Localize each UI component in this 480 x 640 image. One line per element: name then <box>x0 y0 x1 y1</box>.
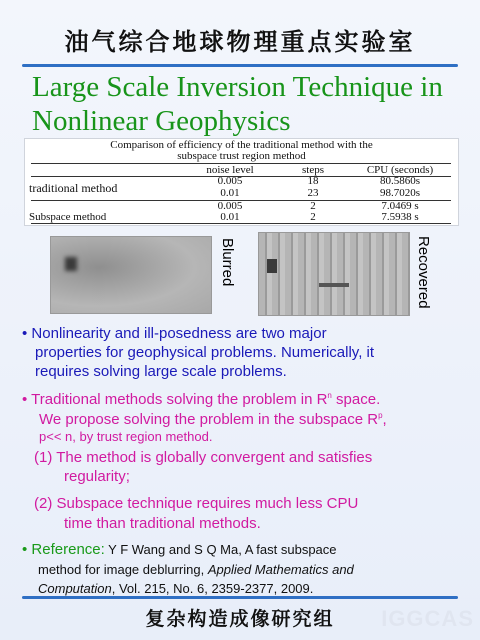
comparison-table <box>24 138 459 226</box>
reference-label: Reference: <box>31 541 105 558</box>
table-cell: 98.7020s <box>379 187 421 199</box>
method-label: traditional method <box>29 181 118 195</box>
column-header: noise level <box>206 164 254 176</box>
table-cell: 2 <box>310 200 316 212</box>
main-title-line1: Large Scale Inversion Technique in <box>32 71 443 103</box>
table-cell: 0.005 <box>217 200 243 212</box>
table-cell: 80.5860s <box>379 175 421 187</box>
table-cell: 0.01 <box>220 187 240 199</box>
bullet-2-line: Traditional methods solving the problem in R <box>31 391 328 408</box>
table-cell: 0.01 <box>220 211 240 223</box>
journal-name: Applied Mathematics and <box>207 562 354 577</box>
top-divider <box>22 64 458 67</box>
table-rule <box>31 223 451 224</box>
reference-text: Y F Wang and S Q Ma, A fast subspace <box>104 542 337 557</box>
recovered-image <box>258 232 410 316</box>
bullet-1-line: properties for geophysical problems. Numerically, it <box>35 344 375 361</box>
blurred-label: Blurred <box>219 238 236 287</box>
table-cell: 18 <box>307 175 319 187</box>
bullet-1-line: requires solving large scale problems. <box>35 363 287 380</box>
bullet-1-line: Nonlinearity and ill-posedness are two major <box>31 325 327 342</box>
bullet-2-line: time than traditional methods. <box>64 515 261 532</box>
main-title-line2: Nonlinear Geophysics <box>32 105 291 137</box>
recovered-label: Recovered <box>415 236 432 309</box>
superscript-n: n <box>327 391 332 400</box>
table-cell: 7.5938 s <box>381 211 419 223</box>
table-cell: 7.0469 s <box>381 200 419 212</box>
institute-logo: IGGCAS <box>381 606 474 631</box>
blurred-image <box>50 236 212 314</box>
bullet-2-text: , <box>382 411 387 428</box>
column-header: steps <box>302 164 324 176</box>
bullet-1: • Nonlinearity and ill-posedness are two major <box>22 325 327 342</box>
superscript-p: p <box>378 411 383 420</box>
table-title <box>25 140 458 162</box>
journal-name: Computation <box>38 581 112 596</box>
image-feature <box>319 283 349 287</box>
group-name: 复杂构造成像研究组 <box>145 608 335 630</box>
bullet-2-line: p<< n, by trust region method. <box>39 429 213 444</box>
bullet-3: • Reference: Y F Wang and S Q Ma, A fast subspace <box>22 541 337 558</box>
table-cell: 2 <box>310 211 316 223</box>
column-header: CPU (seconds) <box>366 164 434 176</box>
reference-text: method for image deblurring, <box>38 562 208 577</box>
table-title-line2: subspace trust region method <box>177 150 306 162</box>
reference-text: , Vol. 215, No. 6, 2359-2377, 2009. <box>111 581 314 596</box>
bullet-2-line: space. <box>331 391 381 408</box>
bullet-2: • Traditional methods solving the problem in $R^n$ space. <box>22 391 381 408</box>
bottom-divider <box>22 596 458 599</box>
bullet-2-line <box>39 406 387 430</box>
bullet-2-line: (2) Subspace technique requires much less CPU <box>34 495 359 512</box>
main-title <box>32 70 452 138</box>
bullet-2-line: regularity; <box>64 468 130 485</box>
reference-line <box>38 560 354 580</box>
image-feature <box>267 259 277 273</box>
table-title-line1: Comparison of efficiency of the traditional method with the <box>110 139 373 151</box>
bullet-2-text: We propose solving the problem in the subspace R <box>39 411 379 428</box>
table-cell: 23 <box>307 187 319 199</box>
bullet-2-line: (1) The method is globally convergent and satisfies <box>34 449 373 466</box>
lab-title: 油气综合地球物理重点实验室 <box>64 27 416 56</box>
method-label: Subspace method <box>29 211 107 223</box>
image-feature <box>65 257 77 271</box>
table-cell: 0.005 <box>217 175 243 187</box>
